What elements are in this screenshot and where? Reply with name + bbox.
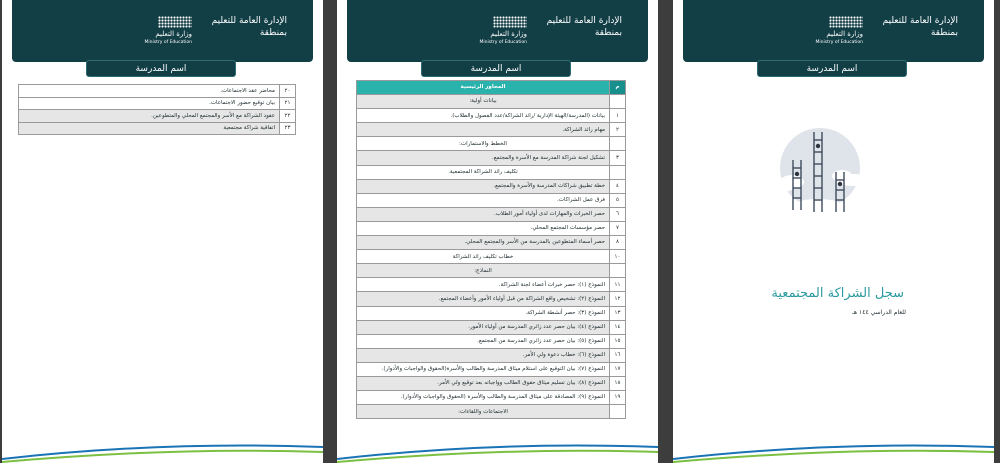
footer-wave-lines (337, 433, 658, 463)
logo-text-en: Ministry of Education (815, 40, 863, 45)
page-header (12, 0, 313, 62)
row-text: بيان توقيع حضور الاجتماعات. (19, 97, 280, 110)
table-row (19, 85, 296, 98)
table-row (357, 221, 626, 235)
row-number: ١٩ (610, 391, 626, 405)
row-number (610, 264, 626, 278)
row-number: ٢١ (280, 97, 296, 110)
row-number (610, 165, 626, 179)
row-number: ٧ (610, 221, 626, 235)
row-number: ٢٠ (280, 85, 296, 98)
row-text: الخطط والاستمارات: (357, 137, 610, 151)
contents-table (356, 80, 626, 419)
logo-text-ar: وزارة التعليم (490, 30, 527, 38)
row-text: فرق عمل الشراكات. (357, 193, 610, 207)
table-row (357, 236, 626, 250)
logo-text-ar: وزارة التعليم (155, 30, 192, 38)
table-row (357, 306, 626, 320)
row-text: حصر الخبرات والمهارات لدى أولياء أمور الطلاب. (357, 207, 610, 221)
school-name-tab: اسم المدرسة (421, 60, 571, 77)
logo-text-en: Ministry of Education (479, 40, 527, 45)
row-number: ٥ (610, 193, 626, 207)
row-number: ٢٣ (280, 122, 296, 135)
footer-wave-lines (2, 433, 323, 463)
header-title-line2: بمنطقة (259, 28, 287, 38)
table-row (357, 320, 626, 334)
row-text: محاضر عقد الاجتماعات. (19, 85, 280, 98)
school-name-tab: اسم المدرسة (757, 60, 907, 77)
row-text: الاجتماعات واللقاءات: (357, 405, 610, 419)
row-number: ١ (610, 109, 626, 123)
table-row (357, 362, 626, 376)
row-number (610, 405, 626, 419)
index-table-continued (18, 84, 296, 135)
row-number: ١٢ (610, 292, 626, 306)
row-number: ٢٢ (280, 110, 296, 123)
logo-text-ar: وزارة التعليم (826, 30, 863, 38)
table-row (19, 122, 296, 135)
table-row (357, 250, 626, 264)
row-number: ١٧ (610, 362, 626, 376)
header-title-line1: الإدارة العامة للتعليم (546, 16, 622, 26)
header-title (848, 15, 958, 39)
table-row (357, 348, 626, 362)
table-row (357, 179, 626, 193)
row-text: حصر أسماء المتطوعين بالمدرسة من الأسر والمجتمع المحلي. (357, 236, 610, 250)
row-text: عقود الشراكة مع الأسر والمجتمع المحلي والمتطوعين. (19, 110, 280, 123)
header-title-line2: بمنطقة (930, 28, 958, 38)
row-text: النموذج (٩): المصادقة على ميثاق المدرسة والطالب والأسرة (الحقوق والواجبات والأدوار). (357, 391, 610, 405)
logo-text-en: Ministry of Education (144, 40, 192, 45)
row-number: ١٨ (610, 376, 626, 390)
table-row (357, 376, 626, 390)
row-text: النموذج (٤): بيان حصر عدد زائري المدرسة من أولياء الأمور. (357, 320, 610, 334)
table-row (357, 334, 626, 348)
row-number (610, 137, 626, 151)
academic-year: للعام الدراسي ١٤٤ هـ (852, 309, 906, 316)
row-text: بيانات (المدرسة/الهيئة الإدارية /رائد الشراكة/عدد الفصول والطلاب). (357, 109, 610, 123)
header-number: م (610, 81, 626, 95)
table-row (357, 123, 626, 137)
row-number: ٤ (610, 179, 626, 193)
row-number: ١٥ (610, 334, 626, 348)
row-text: خطاب تكليف رائد الشراكة (357, 250, 610, 264)
row-number: ١٤ (610, 320, 626, 334)
row-text: النموذج (٦): خطاب دعوة ولي الأمر. (357, 348, 610, 362)
row-text: النموذج (٣): حصر أنشطة الشراكة. (357, 306, 610, 320)
row-number: ١١ (610, 278, 626, 292)
footer-wave-lines (673, 433, 994, 463)
row-text: بيانات أولية: (357, 95, 610, 109)
table-header-row (357, 81, 626, 95)
row-text: النموذج (٢): تشخيص واقع الشراكة من قبل أولياء الأمور وأعضاء المجتمع. (357, 292, 610, 306)
header-title-line1: الإدارة العامة للتعليم (211, 16, 287, 26)
table-row (19, 97, 296, 110)
row-number: ٢ (610, 123, 626, 137)
table-row (357, 292, 626, 306)
table-row (357, 405, 626, 419)
row-text: النموذج (٥): بيان حصر عدد زائري المدرسة من المجتمع. (357, 334, 610, 348)
header-title-line2: بمنطقة (594, 28, 622, 38)
header-title-line1: الإدارة العامة للتعليم (882, 16, 958, 26)
table-row (357, 109, 626, 123)
school-name-tab: اسم المدرسة (86, 60, 236, 77)
row-number: ٦ (610, 207, 626, 221)
document-page-middle (337, 0, 658, 463)
table-row (357, 137, 626, 151)
row-number: ١٦ (610, 348, 626, 362)
table-row (19, 110, 296, 123)
row-text: تشكيل لجنة شراكة المدرسة مع الأسرة والمجتمع. (357, 151, 610, 165)
row-text: النموذج (٨): بيان تسليم ميثاق حقوق الطالب وواجباته بعد توقيع ولي الأمر. (357, 376, 610, 390)
row-number (610, 95, 626, 109)
header-title (177, 15, 287, 39)
table-row (357, 391, 626, 405)
page-header (347, 0, 648, 62)
table-row (357, 95, 626, 109)
table-row (357, 165, 626, 179)
table-row (357, 151, 626, 165)
row-number: ٨ (610, 236, 626, 250)
document-page-left (2, 0, 323, 463)
row-text: حصر مؤسسات المجتمع المحلي. (357, 221, 610, 235)
row-text: خطة تطبيق شراكات المدرسة والأسرة والمجتمع. (357, 179, 610, 193)
table-row (357, 264, 626, 278)
row-text: النموذج (٧): بيان التوقيع على استلام ميثاق المدرسة والطالب والأسرة(الحقوق والواجبات والأدوار). (357, 362, 610, 376)
table-row (357, 193, 626, 207)
cover-title: سجل الشراكة المجتمعية (771, 286, 904, 301)
row-text: اتفاقية شراكة مجتمعية (19, 122, 280, 135)
row-number: ١٣ (610, 306, 626, 320)
header-title (512, 15, 622, 39)
table-row (357, 207, 626, 221)
table-row (357, 278, 626, 292)
row-number: ٣ (610, 151, 626, 165)
row-text: النماذج: (357, 264, 610, 278)
document-page-cover (673, 0, 994, 463)
row-number: ١٠ (610, 250, 626, 264)
page-header (683, 0, 984, 62)
ladders-clouds-illustration (758, 120, 878, 220)
row-text: النموذج (١): حصر خبرات أعضاء لجنة الشراكة. (357, 278, 610, 292)
row-text: مهام رائد الشراكة. (357, 123, 610, 137)
row-text: تكليف رائد الشراكة المجتمعية. (357, 165, 610, 179)
header-axes: المحاور الرئيسية (357, 81, 610, 95)
